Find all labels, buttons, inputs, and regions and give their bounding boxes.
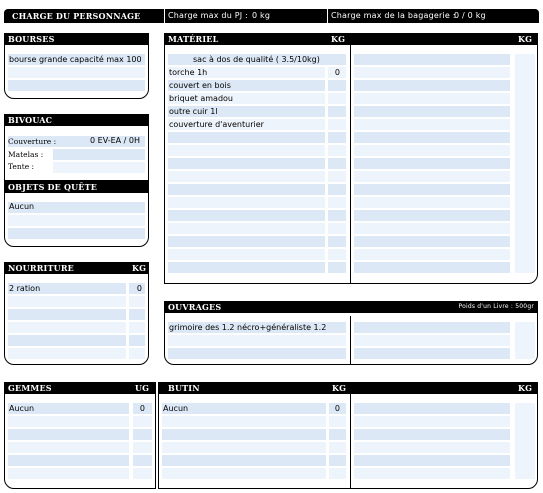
gemmes-panel xyxy=(4,382,156,489)
butin-header: BUTIN KG xyxy=(158,382,350,394)
materiel-panel xyxy=(164,33,538,284)
charge-title: CHARGE DU PERSONNAGE xyxy=(12,11,141,21)
butin-qty: 0 xyxy=(334,404,340,413)
charge-pj: Charge max du PJ : 0 kg xyxy=(168,11,271,20)
materiel-item: couvert en bois xyxy=(169,81,231,90)
quete-item: Aucun xyxy=(9,202,35,211)
couverture-value: 0 EV-EA / 0H xyxy=(90,136,140,145)
couverture-label: Couverture : xyxy=(8,137,57,146)
materiel-container: sac à dos de qualité ( 3.5/10kg) xyxy=(193,55,320,64)
charge-bagagerie: Charge max de la bagagerie : 0 / 0 kg xyxy=(331,11,486,20)
butin-panel xyxy=(158,382,538,489)
materiel-qty: 0 xyxy=(334,68,340,77)
materiel-header-right: KG xyxy=(351,33,538,45)
nourriture-item: 2 ration xyxy=(9,284,41,293)
tente-label: Tente : xyxy=(8,162,35,171)
butin-header-right: KG xyxy=(351,382,538,394)
ouvrages-note: Poids d'un Livre : 500gr xyxy=(458,303,534,310)
materiel-item: outre cuir 1l xyxy=(169,107,218,116)
charge-bagagerie-value: 0 / 0 kg xyxy=(454,11,486,20)
materiel-item: briquet amadou xyxy=(169,94,233,103)
nourriture-qty: 0 xyxy=(136,284,142,293)
bourse-item: bourse grande capacité max 100 xyxy=(9,55,142,64)
charge-pj-value: 0 kg xyxy=(252,11,271,20)
gemme-qty: 0 xyxy=(139,404,145,413)
materiel-item: couverture d'aventurier xyxy=(169,120,264,129)
gemme-item: Aucun xyxy=(9,404,35,413)
matelas-label: Matelas : xyxy=(8,150,44,159)
nourriture-panel xyxy=(4,262,149,365)
materiel-header: MATÉRIEL KG xyxy=(164,33,350,45)
materiel-item: torche 1h xyxy=(169,68,208,77)
nourriture-header: NOURRITURE KG xyxy=(4,262,149,274)
bivouac-header: BIVOUAC xyxy=(4,114,149,126)
butin-item: Aucun xyxy=(163,404,189,413)
ouvrage-item: grimoire des 1.2 nécro+généraliste 1.2 xyxy=(169,323,327,332)
quete-header: OBJETS DE QUÊTE xyxy=(4,181,149,193)
bourses-header: BOURSES xyxy=(4,33,149,45)
ouvrages-header: OUVRAGES Poids d'un Livre : 500gr xyxy=(164,301,538,313)
gemmes-header: GEMMES UG xyxy=(4,382,156,394)
